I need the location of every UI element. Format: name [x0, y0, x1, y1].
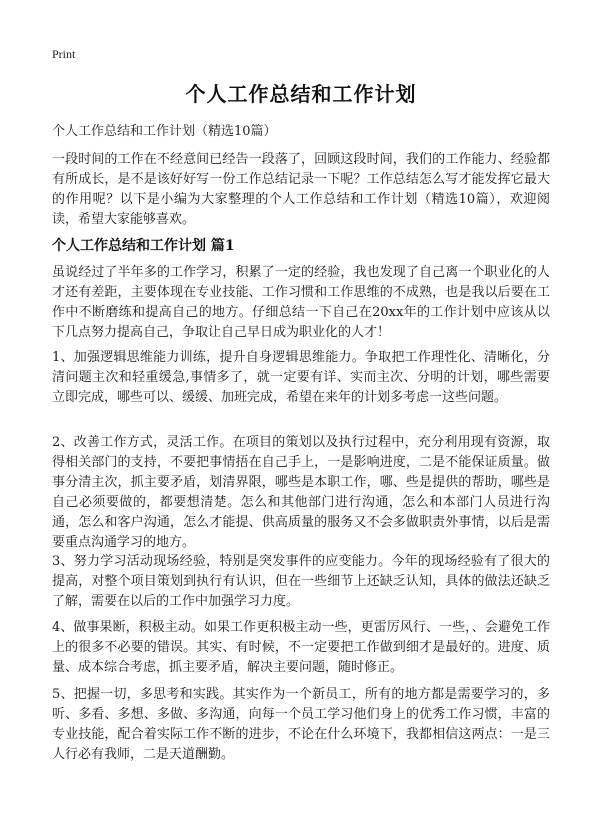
section-heading: 个人工作总结和工作计划 篇1	[52, 238, 235, 254]
paragraph-2: 1、加强逻辑思维能力训练，提升自身逻辑思维能力。争取把工作理性化、清晰化，分清问题主次和轻重缓急,事情多了，就一定要有详、实而主次、分明的计划，哪些需要立即完成，哪些可以、缓缓、加班完成，希望在来年的计划多考虑一这些问题。	[52, 350, 550, 405]
page-title: 个人工作总结和工作计划	[185, 82, 417, 106]
paragraph-5: 4、做事果断，积极主动。如果工作更积极主动一些，更雷厉风行、一些，、会避免工作上的很多不必要的错误。其实、有时候，不一定要把工作做到细才是最好的。进度、质量、成本综合考虑，抓主要矛盾，解决主要问题，随时修正。	[52, 620, 550, 675]
print-link[interactable]: Print	[52, 47, 76, 61]
paragraph-3: 2、改善工作方式，灵活工作。在项目的策划以及执行过程中，充分利用现有资源，取得相关部门的支持，不要把事情捂在自己手上，一是影响进度，二是不能保证质量。做事分清主次，抓主要矛盾，划清界限，哪些是本职工作，哪、些是提供的帮助，哪些是自己必须要做的，都要想清楚。怎么和其他部门进行沟通，怎么和本部门人员进行沟通，怎么和客户沟通，怎么才能提、供高质量的服务又不会多做职责外事情，以后是需要重点沟通学习的地方。	[52, 435, 550, 550]
paragraph-6: 5、把握一切，多思考和实践。其实作为一个新员工，所有的地方都是需要学习的，多听、多看、多想、多做、多沟通，向每一个员工学习他们身上的优秀工作习惯，丰富的专业技能，配合着实际工作不断的进步，不论在什么环境下，我都相信这两点：一是三人行必有我师，二是天道酬勤。	[52, 687, 550, 762]
paragraph-4: 3、努力学习活动现场经验，特别是突发事件的应变能力。今年的现场经验有了很大的提高，对整个项目策划到执行有认识，但在一些细节上还缺乏认知，具体的做法还缺乏了解，需要在以后的工作中加强学习力度。	[52, 554, 550, 609]
paragraph-1: 虽说经过了半年多的工作学习，积累了一定的经验，我也发现了自己离一个职业化的人才还有差距，主要体现在专业技能、工作习惯和工作思维的不成熟，也是我以后要在工作中不断磨练和提高自己的地方。仔细总结一下自己在20xx年的工作计划中应该从以下几点努力提高自己，争取让自己早日成为职业化的人才！	[52, 265, 550, 340]
document-subtitle: 个人工作总结和工作计划（精选10篇）	[52, 124, 277, 139]
intro-paragraph: 一段时间的工作在不经意间已经告一段落了，回顾这段时间，我们的工作能力、经验都有所成长，是不是该好好写一份工作总结记录一下呢？工作总结怎么写才能发挥它最大的作用呢？以下是小编为大家整理的个人工作总结和工作计划（精选10篇），欢迎阅读，希望大家能够喜欢。	[52, 152, 550, 227]
